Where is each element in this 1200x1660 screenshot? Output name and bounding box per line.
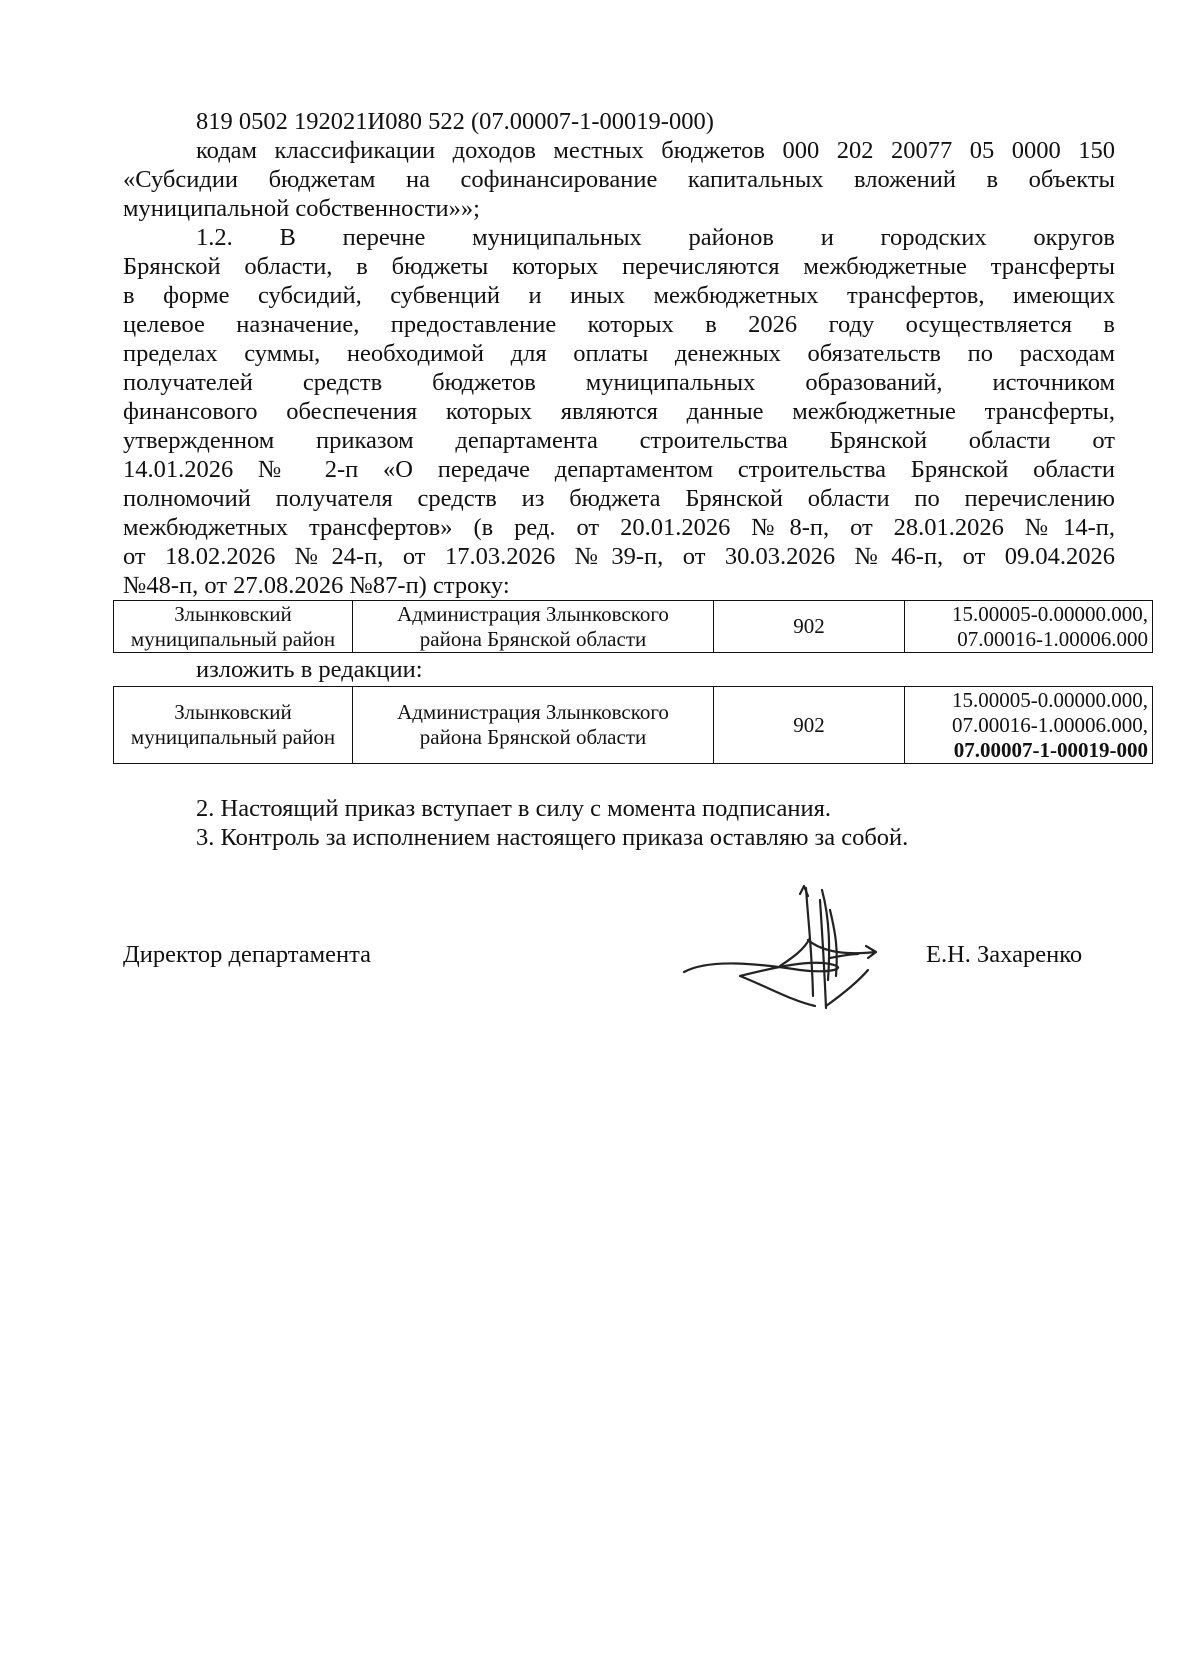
text-line: полномочий получателя средств из бюджета Брянской области по перечислению bbox=[123, 485, 1115, 512]
code-line: 07.00016-1.00006.000, bbox=[952, 712, 1148, 737]
budget-code-line: 819 0502 192021И080 522 (07.00007-1-00019-000) bbox=[196, 108, 714, 135]
handwritten-signature bbox=[680, 880, 920, 1020]
text-line: финансового обеспечения которых являются данные межбюджетные трансферты, bbox=[123, 398, 1115, 425]
signer-name: Е.Н. Захаренко bbox=[926, 941, 1083, 968]
code-cell: 902 bbox=[714, 601, 905, 653]
district-type: муниципальный район bbox=[130, 725, 336, 749]
district-cell bbox=[114, 687, 353, 764]
code-line: 15.00005-0.00000.000, bbox=[952, 687, 1148, 712]
text-line: Брянской области, в бюджеты которых перечисляются межбюджетные трансферты bbox=[123, 253, 1115, 280]
signer-title: Директор департамента bbox=[123, 941, 372, 968]
edit-instruction: изложить в редакции: bbox=[196, 656, 423, 683]
table-row bbox=[114, 601, 1153, 653]
paragraph-3: 3. Контроль за исполнением настоящего приказа оставляю за собой. bbox=[196, 824, 909, 851]
district-name: Злынковский bbox=[174, 700, 292, 724]
district-name: Злынковский bbox=[174, 601, 292, 626]
paragraph-2: 2. Настоящий приказ вступает в силу с момента подписания. bbox=[196, 795, 831, 822]
table-row bbox=[114, 687, 1153, 764]
admin-name-1: Администрация Злынковского bbox=[397, 700, 669, 724]
text-line: межбюджетных трансфертов» (в ред. от 20.01.2026 №8-п, от 28.01.2026 №14-п, bbox=[123, 514, 1115, 541]
text-line: в форме субсидий, субвенций и иных межбюджетных трансфертов, имеющих bbox=[123, 282, 1115, 309]
text-line: №48-п, от 27.08.2026 №87-п) строку: bbox=[123, 572, 510, 599]
code-line: 07.00016-1.00006.000 bbox=[957, 626, 1148, 651]
text-line: 14.01.2026 № 2-п «О передаче департаментом строительства Брянской области bbox=[123, 456, 1115, 483]
admin-name-2: района Брянской области bbox=[419, 626, 647, 651]
admin-name-2: района Брянской области bbox=[419, 725, 647, 749]
table-new-row bbox=[113, 686, 1153, 764]
text-line: утвержденном приказом департамента строительства Брянской области от bbox=[123, 427, 1115, 454]
district-type: муниципальный район bbox=[130, 626, 336, 651]
table-old-row bbox=[113, 600, 1153, 653]
code-line-bold: 07.00007-1-00019-000 bbox=[953, 737, 1148, 762]
text-line: кодам классификации доходов местных бюджетов 000 202 20077 05 0000 150 bbox=[196, 137, 1115, 164]
text-line: пределах суммы, необходимой для оплаты денежных обязательств по расходам bbox=[123, 340, 1115, 367]
codes-cell bbox=[905, 601, 1153, 653]
text-line: от 18.02.2026 №24-п, от 17.03.2026 №39-п, от 30.03.2026 №46-п, от 09.04.2026 bbox=[123, 543, 1115, 570]
text-line: «Субсидии бюджетам на софинансирование капитальных вложений в объекты bbox=[123, 166, 1115, 193]
district-cell bbox=[114, 601, 353, 653]
admin-cell bbox=[353, 601, 714, 653]
admin-name-1: Администрация Злынковского bbox=[397, 601, 669, 626]
code-cell: 902 bbox=[714, 687, 905, 764]
codes-cell bbox=[905, 687, 1153, 764]
text-line: целевое назначение, предоставление которых в 2026 году осуществляется в bbox=[123, 311, 1115, 338]
code-line: 15.00005-0.00000.000, bbox=[952, 601, 1148, 626]
admin-cell bbox=[353, 687, 714, 764]
paragraph-1-2-start: 1.2. В перечне муниципальных районов и городских округов bbox=[196, 224, 1115, 251]
text-line: муниципальной собственности»»; bbox=[123, 195, 480, 222]
text-line: получателей средств бюджетов муниципальных образований, источником bbox=[123, 369, 1115, 396]
